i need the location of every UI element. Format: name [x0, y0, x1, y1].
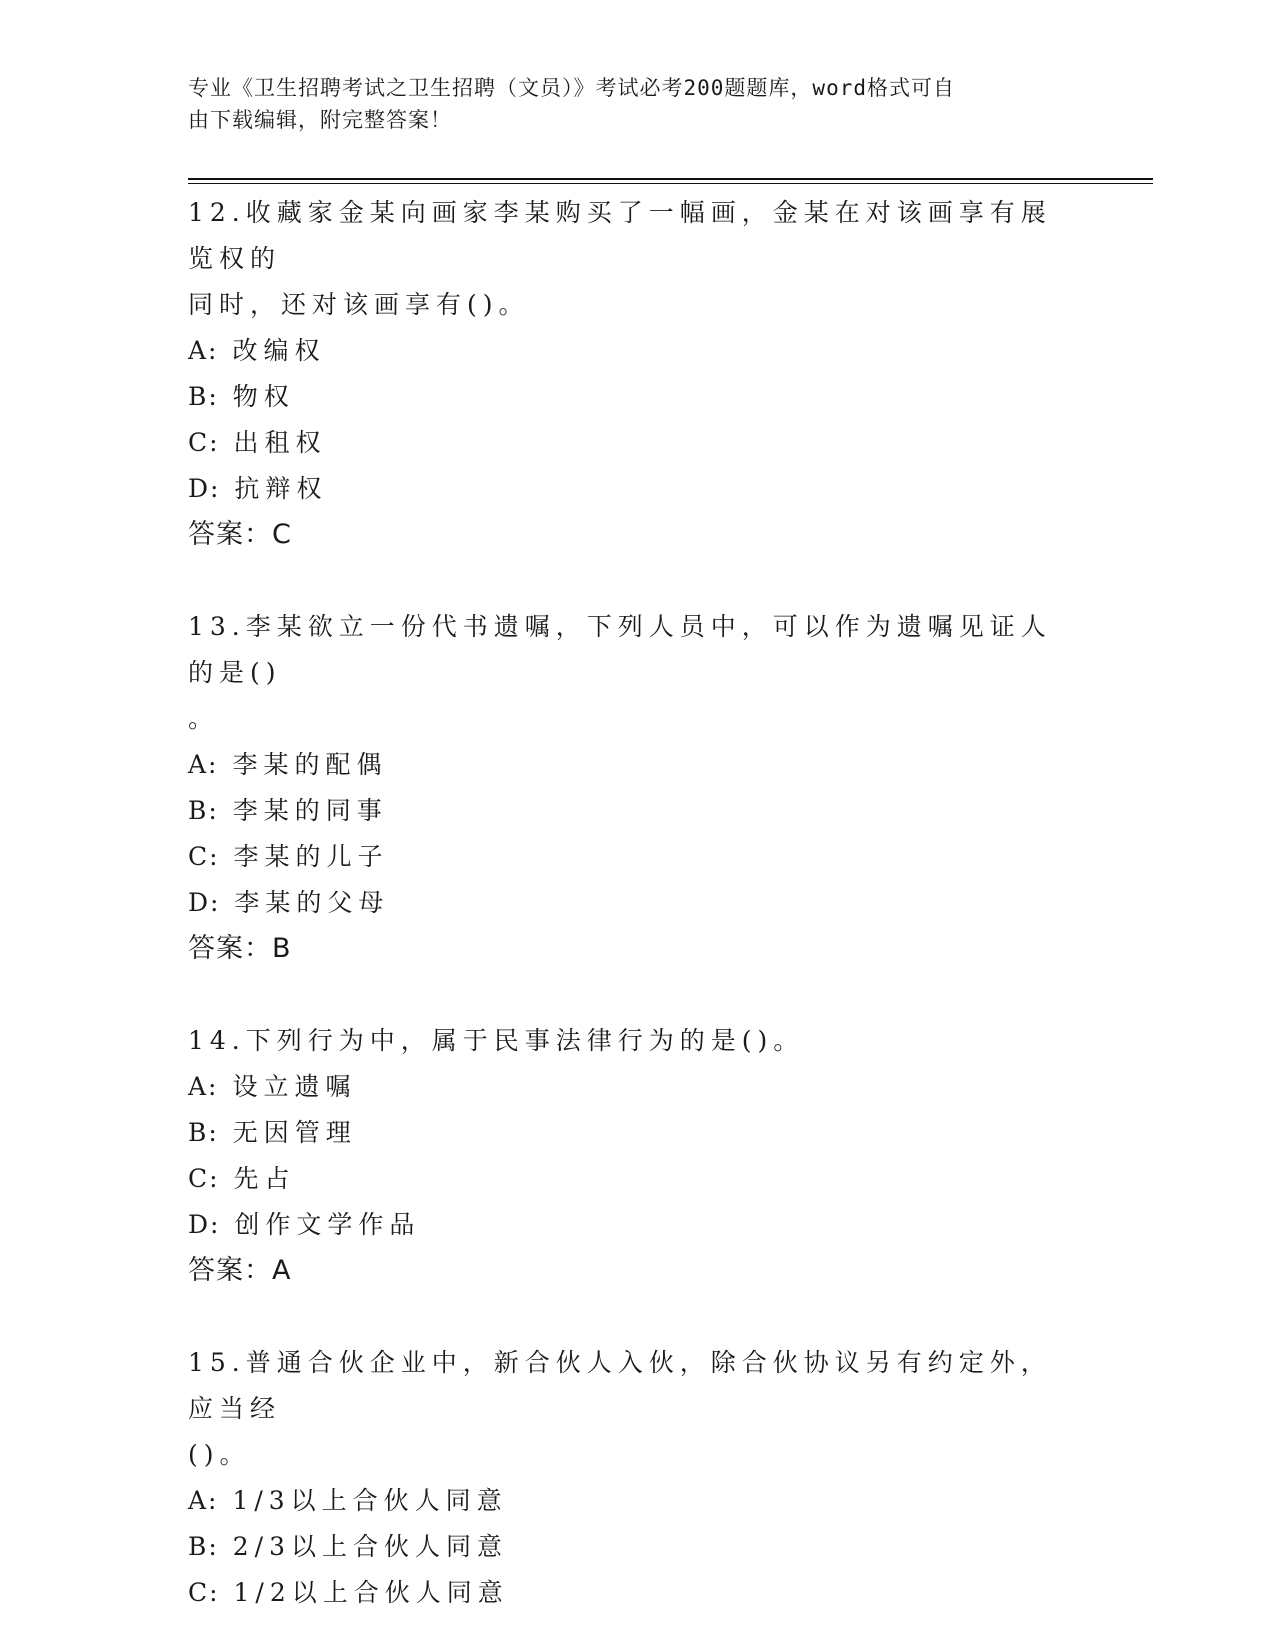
spacer [188, 558, 1068, 604]
option-b [188, 1524, 1068, 1570]
option-text: 物权 [232, 382, 295, 411]
option-a [188, 1478, 1068, 1524]
question-stem-line: 15.普通合伙企业中，新合伙人入伙，除合伙协议另有约定外，应当经 [188, 1348, 1052, 1423]
option-b [188, 788, 1068, 834]
question-stem-line: ()。 [188, 1440, 251, 1469]
option-letter: D: [188, 888, 221, 917]
option-letter: B: [188, 382, 219, 411]
option-letter: B: [188, 1118, 219, 1147]
option-c [188, 1570, 1068, 1616]
option-letter: B: [188, 1532, 219, 1561]
option-text: 1/2以上合伙人同意 [233, 1578, 509, 1607]
option-text: 抗辩权 [234, 474, 328, 503]
option-letter: D: [188, 1210, 221, 1239]
option-text: 出租权 [233, 428, 327, 457]
question-13 [188, 604, 1068, 972]
option-letter: A: [188, 1072, 219, 1101]
option-text: 改编权 [232, 336, 326, 365]
question-stem-line: 14.下列行为中，属于民事法律行为的是()。 [188, 1026, 805, 1055]
option-text: 设立遗嘱 [232, 1072, 357, 1101]
answer-line: 答案：B [188, 933, 292, 964]
option-d [188, 880, 1068, 926]
question-stem-line: 12.收藏家金某向画家李某购买了一幅画，金某在对该画享有展览权的 [188, 198, 1052, 273]
option-a [188, 328, 1068, 374]
option-letter: C: [188, 842, 220, 871]
option-text: 李某的儿子 [233, 842, 389, 871]
option-text: 李某的同事 [232, 796, 388, 825]
question-list [188, 190, 1068, 1616]
question-15 [188, 1340, 1068, 1616]
option-letter: A: [188, 1486, 219, 1515]
option-letter: B: [188, 796, 219, 825]
option-a [188, 1064, 1068, 1110]
option-a [188, 742, 1068, 788]
option-letter: D: [188, 474, 221, 503]
question-12 [188, 190, 1068, 558]
option-letter: A: [188, 336, 219, 365]
header-line-1: 专业《卫生招聘考试之卫生招聘（文员）》考试必考200题题库，word格式可自 [188, 76, 955, 100]
option-text: 李某的配偶 [232, 750, 388, 779]
header-divider-thick [188, 178, 1153, 180]
option-c [188, 1156, 1068, 1202]
spacer [188, 1294, 1068, 1340]
option-c [188, 420, 1068, 466]
option-letter: C: [188, 428, 220, 457]
header-divider-thin [188, 183, 1153, 184]
question-14 [188, 1018, 1068, 1294]
option-text: 1/3以上合伙人同意 [232, 1486, 508, 1515]
option-c [188, 834, 1068, 880]
option-b [188, 1110, 1068, 1156]
question-stem-line: 。 [188, 704, 220, 733]
option-text: 2/3以上合伙人同意 [232, 1532, 508, 1561]
option-text: 创作文学作品 [234, 1210, 421, 1239]
spacer [188, 972, 1068, 1018]
question-stem-line: 13.李某欲立一份代书遗嘱，下列人员中，可以作为遗嘱见证人的是() [188, 612, 1052, 687]
option-d [188, 466, 1068, 512]
document-header [188, 72, 1068, 136]
option-letter: C: [188, 1578, 220, 1607]
option-text: 无因管理 [232, 1118, 357, 1147]
option-b [188, 374, 1068, 420]
answer-line: 答案：A [188, 1255, 292, 1286]
option-d [188, 1202, 1068, 1248]
question-stem-line: 同时，还对该画享有()。 [188, 290, 530, 319]
option-letter: A: [188, 750, 219, 779]
header-line-2: 由下载编辑，附完整答案！ [188, 108, 452, 132]
option-letter: C: [188, 1164, 220, 1193]
option-text: 李某的父母 [234, 888, 390, 917]
answer-line: 答案：C [188, 519, 292, 550]
option-text: 先占 [233, 1164, 296, 1193]
